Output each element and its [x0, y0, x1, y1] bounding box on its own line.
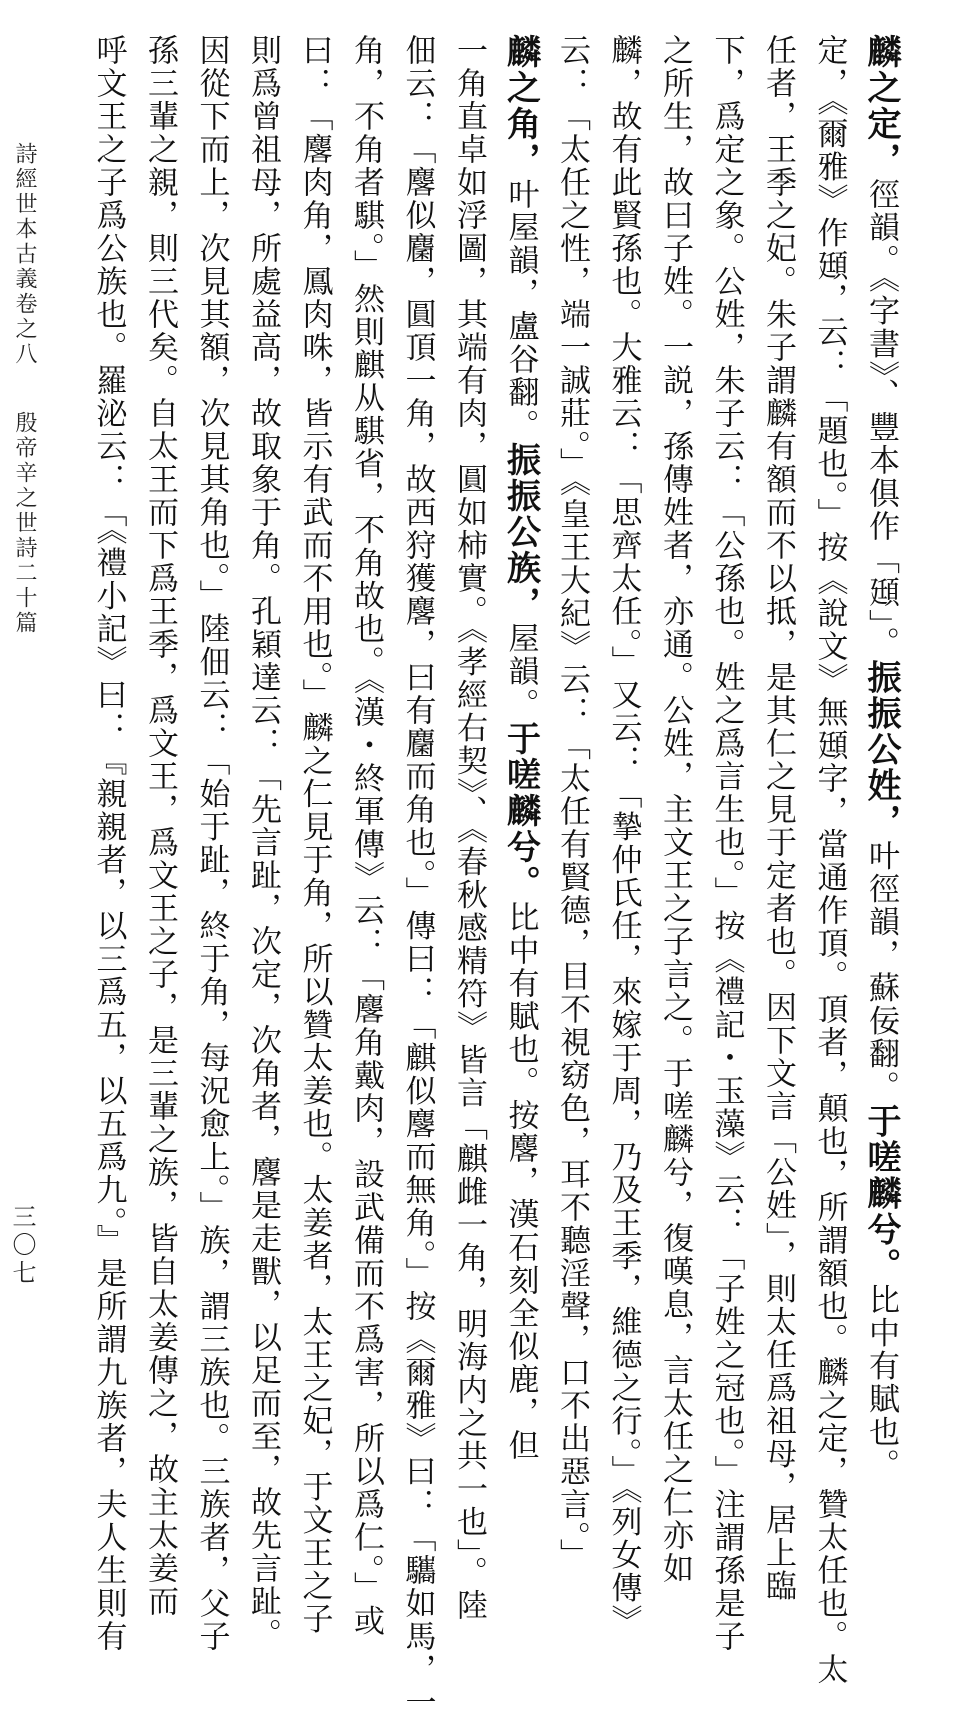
commentary-text: 叶徑韻，蘇佞翻。: [863, 839, 899, 1104]
main-text-body: [90, 34, 906, 1719]
commentary-text: 因從下而上，次見其額，次見其角也。」陸佃云：「始于趾，終于角，每況愈上。」族，謂三族也。三族者，父子: [193, 34, 230, 1653]
commentary-text: 定，《爾雅》作頲，云：「題也。」按《說文》無頲字，當通作頂。頂者，顛也，所謂額也。麟之定，贊太任也。太: [811, 34, 848, 1686]
commentary-text: 云：「太任之性，端一誠莊。」《皇王大紀》云：「太任有賢德，目不視窈色，耳不聽淫聲，口不出惡言。」: [554, 34, 590, 1572]
commentary-text: 角，不角者騏。」然則麒从騏省，不角故也。《漢・終軍傳》云：「麐角戴肉，設武備而不爲害，所以爲仁。」或: [348, 34, 384, 1638]
commentary-text: 屋韻。: [502, 622, 539, 721]
text-column: [391, 34, 443, 1719]
text-column: [752, 34, 804, 1603]
text-column: [855, 34, 907, 1482]
page-footer: [4, 142, 40, 762]
commentary-text: 一角直卓如浮圖，其端有肉，圓如柿實。《孝經右契》、《春秋感精符》皆言「麒雌一角，明海内之共一也」。陸: [451, 34, 487, 1622]
commentary-text: 孫三輩之親，則三代矣。自太王而下爲王季，爲文王，爲文王之子，是三輩之族，皆自太姜傳之，故主太姜而: [142, 34, 178, 1618]
text-column: [700, 34, 752, 1653]
text-column: [237, 34, 289, 1651]
text-column: [494, 34, 546, 1462]
section-title: 殷帝辛之世詩二十篇: [12, 411, 37, 636]
poem-line: 于嗟麟兮。: [500, 721, 541, 901]
text-column: [443, 34, 495, 1622]
poem-line: 于嗟麟兮。: [861, 1103, 901, 1284]
text-column: [803, 34, 855, 1686]
text-column: [597, 34, 649, 1638]
text-column: [134, 34, 186, 1618]
poem-line: 振振公姓，: [861, 659, 901, 840]
commentary-text: 任者，王季之妃。朱子謂麟有額而不以抵，是其仁之見于定者也。因下文言「公姓」，則太任爲祖母，居上臨: [760, 34, 796, 1603]
commentary-text: 下，爲定之象。公姓，朱子云：「公孫也。姓之爲言生也。」按《禮記・玉藻》云：「子姓之冠也。」注謂孫是子: [708, 34, 745, 1653]
commentary-text: 呼文王之子爲公族也。羅泌云：「《禮小記》曰：『親親者，以三爲五，以五爲九。』是所謂九族者，夫人生則有: [90, 34, 127, 1653]
commentary-text: 佃云：「麐似麕，圓頂一角，故西狩獲麐，曰有麕而角也。」傳曰：「麒似麐而無角。」按《爾雅》曰：「驨如馬，一: [399, 34, 436, 1719]
text-column: [546, 34, 598, 1572]
commentary-text: 曰：「麐肉角，鳳肉咮，皆示有武而不用也。」麟之仁見于角，所以贊太姜也。太姜者，太王之妃，于文王之子: [296, 34, 333, 1636]
text-column: [288, 34, 340, 1636]
poem-line: 振振公族，: [500, 442, 541, 622]
commentary-text: 比中有賦也。: [863, 1283, 899, 1482]
text-column: [649, 34, 701, 1585]
text-column: [185, 34, 237, 1653]
commentary-text: 則爲曾祖母，所處益高，故取象于角。孔穎達云：「先言趾，次定，次角者，麐是走獸，以足而至，故先言趾。: [245, 34, 281, 1651]
commentary-text: 徑韻。《字書》、豐本俱作「頲」。: [863, 178, 899, 660]
poem-line: 麟之定，: [861, 34, 901, 178]
text-column: [82, 34, 134, 1653]
poem-line: 麟之角，: [500, 34, 541, 178]
book-title: 詩經世本古義卷之八: [12, 142, 37, 367]
commentary-text: 麟，故有此賢孫也。大雅云：「思齊太任。」又云：「摯仲氏任，來嫁于周，乃及王季，維德之行。」《列女傳》: [605, 34, 642, 1638]
page-number: 三〇七: [8, 1204, 36, 1288]
text-column: [340, 34, 392, 1638]
commentary-text: 之所生，故曰子姓。一説，孫傳姓者，亦通。公姓，主文王之子言之。于嗟麟兮，復嘆息，言太任之仁亦如: [657, 34, 693, 1585]
commentary-text: 比中有賦也。按麐，漢石刻全似鹿，但: [502, 901, 539, 1462]
commentary-text: 叶屋韻，盧谷翻。: [502, 178, 539, 442]
